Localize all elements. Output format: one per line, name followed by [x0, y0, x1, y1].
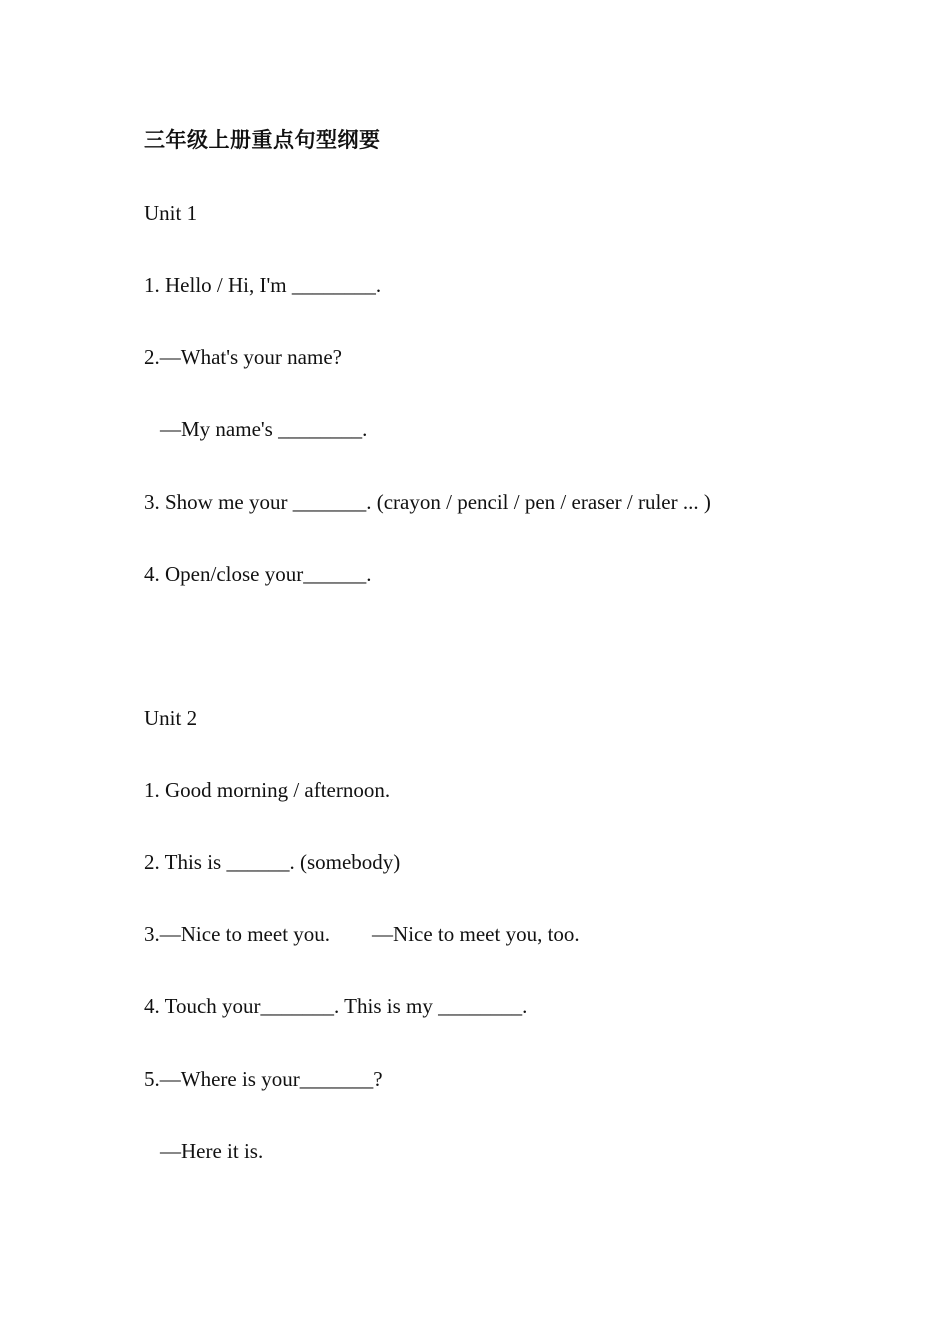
unit-2-sentence-2: 2. This is ______. (somebody) [144, 850, 401, 874]
unit-2-sentence-1: 1. Good morning / afternoon. [144, 778, 391, 802]
unit-2-sentence-5-answer: —Here it is. [160, 1139, 264, 1163]
unit-1-sentence-4: 4. Open/close your______. [144, 562, 372, 586]
unit-1-sentence-3: 3. Show me your _______. (crayon / pencil / pen / eraser / ruler ... ) [144, 490, 711, 514]
unit-2-sentence-5-question: 5.—Where is your_______? [144, 1067, 383, 1091]
unit-2-sentence-3: 3.—Nice to meet you. —Nice to meet you, too. [144, 922, 580, 946]
unit-2-heading: Unit 2 [144, 706, 198, 730]
unit-1-sentence-2-question: 2.—What's your name? [144, 345, 342, 369]
page-title: 三年级上册重点句型纲要 [144, 128, 381, 152]
unit-1-heading: Unit 1 [144, 201, 198, 225]
unit-1-sentence-1: 1. Hello / Hi, I'm ________. [144, 273, 382, 297]
unit-1-sentence-2-answer: —My name's ________. [160, 417, 368, 441]
unit-2-sentence-4: 4. Touch your_______. This is my ________. [144, 994, 528, 1018]
